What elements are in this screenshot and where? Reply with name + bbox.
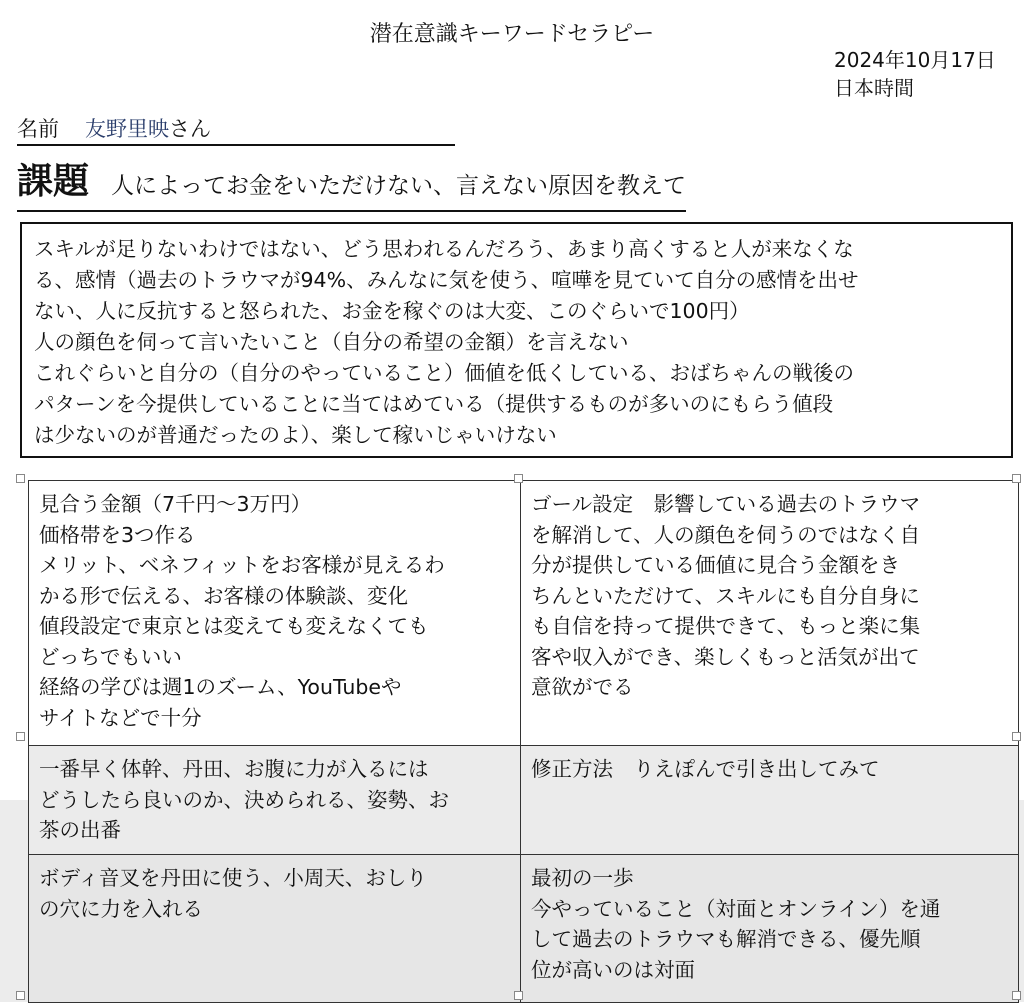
topic-label: 課題 bbox=[17, 161, 90, 202]
cell-line: 客や収入ができ、楽しくもっと活気が出て bbox=[531, 644, 920, 669]
cell-line: かる形で伝える、お客様の体験談、変化 bbox=[39, 583, 408, 608]
cell-line: 意欲がでる bbox=[531, 675, 634, 699]
problem-line: 人の顔色を伺って言いたいこと（自分の希望の金額）を言えない bbox=[34, 330, 629, 354]
cell-line: ボディ音叉を丹田に使う、小周天、おしり bbox=[39, 866, 427, 890]
cell-line: の穴に力を入れる bbox=[39, 896, 203, 921]
cell-line: 茶の出番 bbox=[39, 818, 121, 842]
client-name: 友野里映 bbox=[85, 117, 169, 141]
cell-line: 一番早く体幹、丹田、お腹に力が入るには bbox=[39, 757, 429, 781]
problem-description-box bbox=[20, 222, 1013, 458]
cell-line: ゴール設定 影響している過去のトラウマ bbox=[531, 492, 921, 516]
session-date-block bbox=[834, 46, 996, 102]
cell-line: ちんといただけて、スキルにも自分自身に bbox=[531, 583, 920, 608]
correction-method-cell[interactable] bbox=[521, 746, 1019, 855]
table-row bbox=[29, 855, 1019, 1003]
problem-line: る、感情（過去のトラウマが94%、みんなに気を使う、喧嘩を見ていて自分の感情を出せ bbox=[34, 268, 859, 292]
resize-handle-middle-right[interactable] bbox=[1012, 732, 1021, 741]
problem-line: は少ないのが普通だったのよ）、楽して稼いじゃいけない bbox=[34, 423, 557, 447]
goal-setting-cell[interactable] bbox=[521, 481, 1019, 746]
cell-line: 今やっていること（対面とオンライン）を通 bbox=[531, 896, 941, 921]
cell-line: を解消して、人の顔色を伺うのではなく自 bbox=[531, 522, 921, 547]
body-tuning-fork-cell[interactable] bbox=[29, 855, 521, 1003]
cell-line: 分が提供している価値に見合う金額をき bbox=[531, 553, 900, 577]
cell-line: 修正方法 りえぽんで引き出してみて bbox=[531, 757, 880, 781]
cell-line: 位が高いのは対面 bbox=[531, 957, 695, 982]
table-row bbox=[29, 481, 1019, 746]
topic-line bbox=[17, 160, 686, 212]
cell-line: して過去のトラウマも解消できる、優先順 bbox=[531, 927, 921, 951]
resize-handle-top-center[interactable] bbox=[514, 474, 523, 483]
cell-line: 経絡の学びは週1のズーム、YouTubeや bbox=[39, 675, 402, 699]
cell-line: メリット、ベネフィットをお客様が見えるわ bbox=[39, 553, 445, 577]
cell-line: 価格帯を3つ作る bbox=[39, 522, 196, 547]
therapy-plan-table[interactable] bbox=[28, 480, 1019, 1003]
first-step-cell[interactable] bbox=[521, 855, 1019, 1003]
session-date: 2024年10月17日 bbox=[834, 48, 996, 72]
table-row bbox=[29, 746, 1019, 855]
cell-line: 最初の一歩 bbox=[531, 866, 634, 890]
problem-line: パターンを今提供していることに当てはめている（提供するものが多いのにもらう値段 bbox=[34, 392, 834, 416]
core-strength-cell[interactable] bbox=[29, 746, 521, 855]
document-title: 潜在意識キーワードセラピー bbox=[369, 22, 655, 47]
client-name-line bbox=[17, 114, 455, 146]
resize-handle-bottom-center[interactable] bbox=[514, 991, 523, 1000]
cell-line: 見合う金額（7千円〜3万円） bbox=[39, 492, 312, 516]
cell-line: も自信を持って提供できて、もっと楽に集 bbox=[531, 614, 921, 638]
topic-text: 人によってお金をいただけない、言えない原因を教えて bbox=[111, 173, 687, 199]
resize-handle-top-right[interactable] bbox=[1012, 474, 1021, 483]
resize-handle-bottom-left[interactable] bbox=[16, 991, 25, 1000]
resize-handle-middle-left[interactable] bbox=[16, 732, 25, 741]
cell-line: サイトなどで十分 bbox=[39, 705, 202, 730]
client-honorific: さん bbox=[169, 117, 211, 141]
pricing-cell[interactable] bbox=[29, 481, 521, 746]
cell-line: どうしたら良いのか、決められる、姿勢、お bbox=[39, 787, 449, 812]
problem-line: スキルが足りないわけではない、どう思われるんだろう、あまり高くすると人が来なくな bbox=[34, 237, 854, 261]
problem-line: これぐらいと自分の（自分のやっていること）価値を低くしている、おばちゃんの戦後の bbox=[34, 361, 854, 385]
name-label: 名前 bbox=[17, 117, 59, 141]
cell-line: 値段設定で東京とは変えても変えなくても bbox=[39, 614, 429, 638]
resize-handle-bottom-right[interactable] bbox=[1012, 991, 1021, 1000]
cell-line: どっちでもいい bbox=[39, 644, 182, 669]
resize-handle-top-left[interactable] bbox=[16, 474, 25, 483]
problem-line: ない、人に反抗すると怒られた、お金を稼ぐのは大変、このぐらいで100円） bbox=[34, 299, 750, 323]
timezone-label: 日本時間 bbox=[834, 76, 914, 100]
